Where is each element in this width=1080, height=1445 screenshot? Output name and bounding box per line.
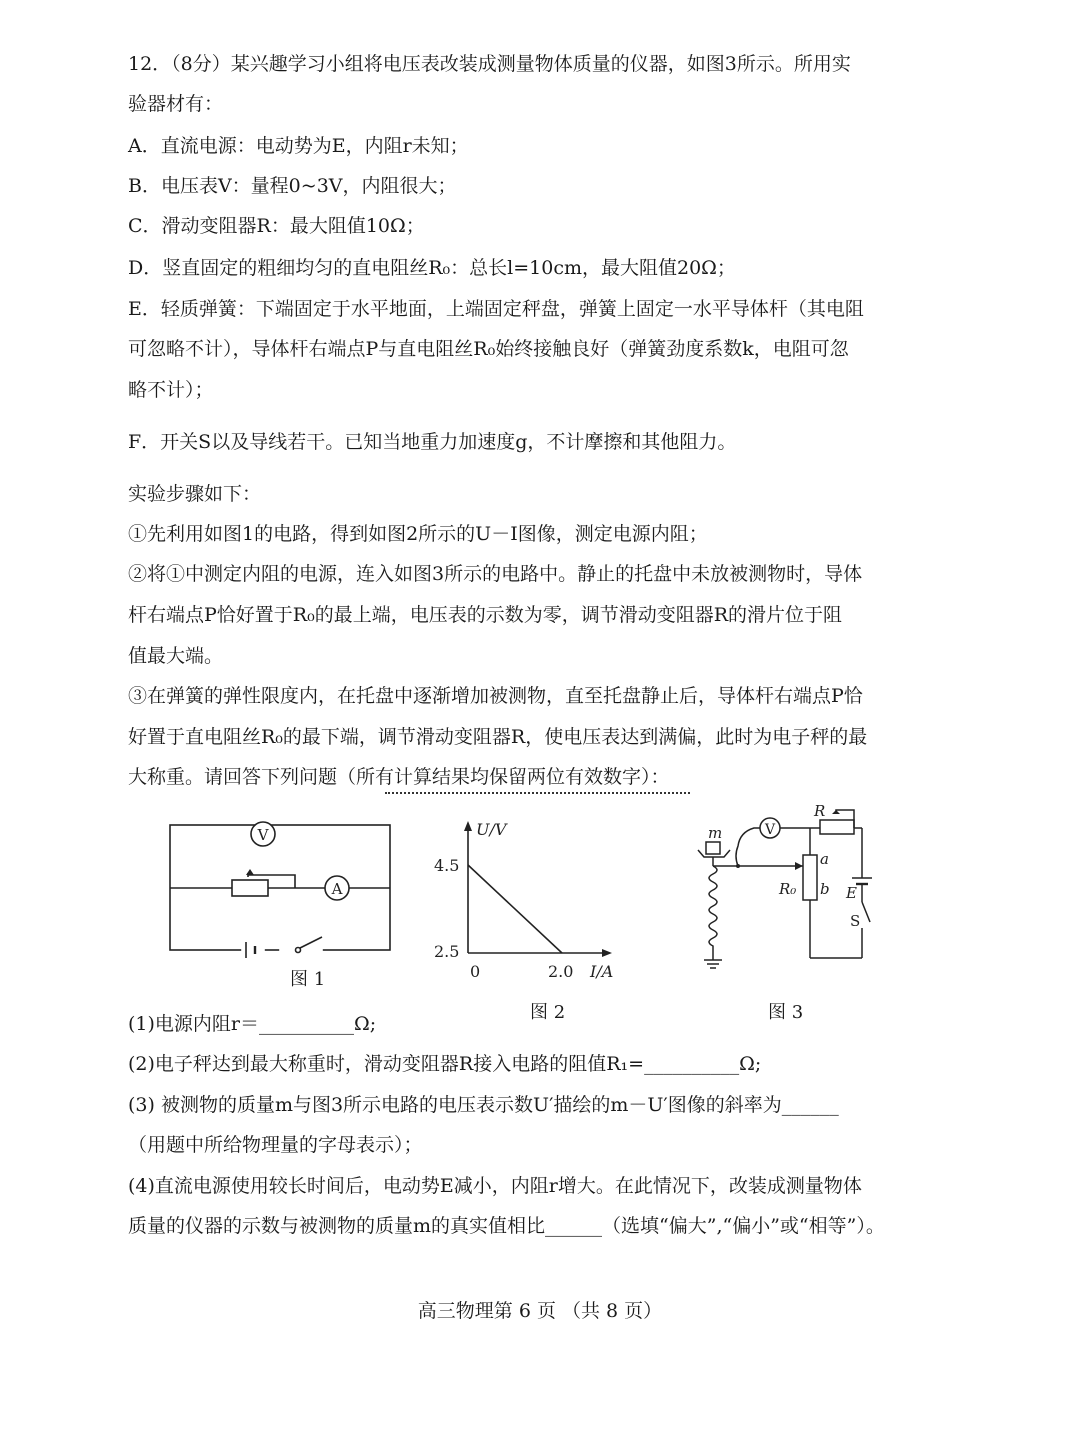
option-d: D．竖直固定的粗细均匀的直电阻丝R₀：总长l=10cm，最大阻值20Ω；	[128, 257, 736, 279]
answer-3-cont: （用题中所给物理量的字母表示）；	[128, 1134, 423, 1156]
emphasis-dots	[385, 792, 690, 794]
step-1: ①先利用如图1的电路，得到如图2所示的U－I图像，测定电源内阻；	[128, 523, 708, 545]
question-line: 12．（8分）某兴趣学习小组将电压表改装成测量物体质量的仪器，如图3所示。所用实	[128, 53, 851, 75]
option-e: E．轻质弹簧：下端固定于水平地面，上端固定秤盘，弹簧上固定一水平导体杆（其电阻	[128, 298, 864, 320]
step-2-cont: 杆右端点P恰好置于R₀的最上端，电压表的示数为零，调节滑动变阻器R的滑片位于阻	[128, 604, 843, 626]
svg-text:I/A: I/A	[590, 962, 614, 981]
svg-text:0: 0	[470, 962, 481, 981]
svg-text:A: A	[331, 880, 343, 898]
option-b: B．电压表V：量程0~3V，内阻很大；	[128, 175, 457, 197]
page-footer: 高三物理第 6 页 （共 8 页）	[417, 1300, 663, 1322]
option-a: A．直流电源：电动势为E，内阻r未知；	[128, 135, 469, 157]
svg-text:2.0: 2.0	[548, 962, 574, 981]
answer-4-cont: 质量的仪器的示数与被测物的质量m的真实值相比______（选填“偏大”,“偏小”或“相等”）。	[128, 1215, 885, 1237]
figure-1-caption: 图 1	[290, 969, 326, 990]
figure-2-ui-graph	[430, 815, 630, 990]
svg-text:V: V	[764, 822, 776, 838]
svg-text:U/V: U/V	[476, 820, 507, 839]
question-line: 验器材有：	[128, 93, 224, 115]
option-c: C．滑动变阻器R：最大阻值10Ω；	[128, 215, 425, 237]
svg-text:R₀: R₀	[779, 880, 797, 898]
svg-text:2.5: 2.5	[434, 942, 460, 961]
option-e-cont: 可忽略不计），导体杆右端点P与直电阻丝R₀始终接触良好（弹簧劲度系数k，电阻可忽	[128, 338, 849, 360]
step-2-cont: 值最大端。	[128, 645, 224, 667]
step-3-cont: 好置于直电阻丝R₀的最下端，调节滑动变阻器R，使电压表达到满偏，此时为电子秤的最	[128, 726, 868, 748]
svg-text:4.5: 4.5	[434, 856, 460, 875]
step-2: ②将①中测定内阻的电源，连入如图3所示的电路中。静止的托盘中未放被测物时，导体	[128, 563, 863, 585]
figure-3-circuit	[690, 800, 890, 980]
answer-1: (1)电源内阻r＝__________Ω;	[128, 1013, 377, 1035]
option-e-cont: 略不计）；	[128, 379, 214, 401]
svg-text:a: a	[820, 850, 829, 868]
steps-heading: 实验步骤如下：	[128, 483, 262, 505]
svg-text:E: E	[846, 884, 857, 902]
figure-3-caption: 图 3	[768, 1002, 804, 1023]
figure-1-circuit	[160, 815, 410, 995]
figure-2-caption: 图 2	[530, 1002, 566, 1023]
svg-text:S: S	[850, 912, 861, 930]
svg-text:b: b	[820, 880, 830, 898]
answer-3: (3) 被测物的质量m与图3所示电路的电压表示数U′描绘的m－U′图像的斜率为______	[128, 1094, 839, 1116]
answer-2: (2)电子秤达到最大称重时，滑动变阻器R接入电路的阻值R₁=__________Ω;	[128, 1053, 762, 1075]
answer-4: (4)直流电源使用较长时间后，电动势E减小，内阻r增大。在此情况下，改装成测量物体	[128, 1175, 862, 1197]
svg-text:V: V	[257, 826, 269, 844]
step-3: ③在弹簧的弹性限度内，在托盘中逐渐增加被测物，直至托盘静止后，导体杆右端点P恰	[128, 685, 863, 707]
option-f: F．开关S以及导线若干。已知当地重力加速度g，不计摩擦和其他阻力。	[128, 431, 737, 453]
svg-text:m: m	[708, 824, 723, 842]
svg-text:R: R	[814, 802, 826, 820]
step-3-cont: 大称重。请回答下列问题（所有计算结果均保留两位有效数字）：	[128, 766, 670, 788]
